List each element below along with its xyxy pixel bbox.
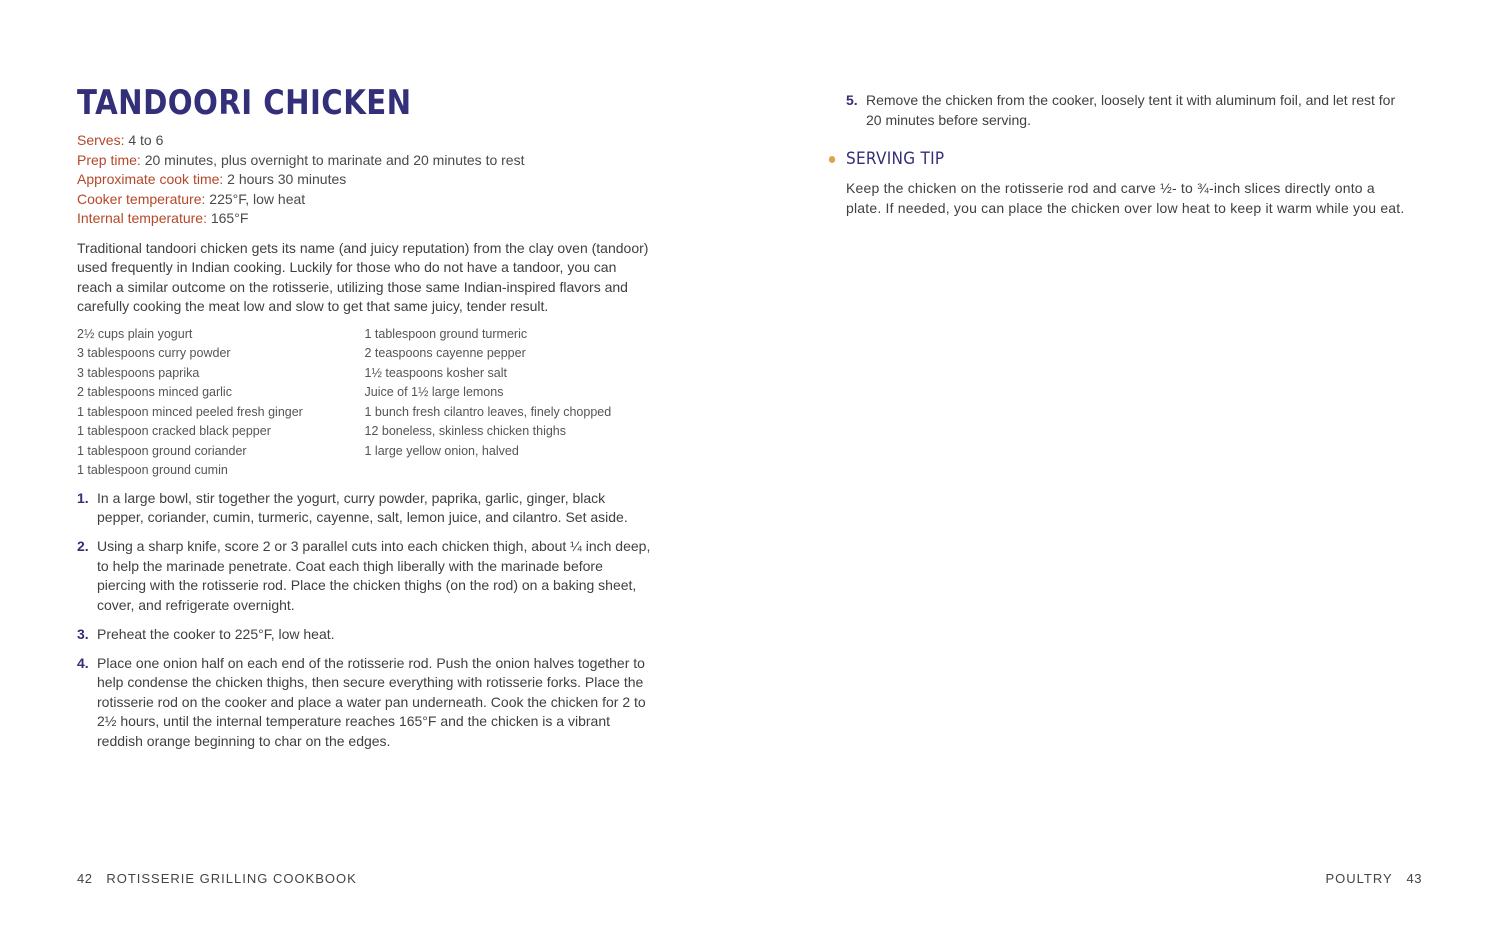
step-text: Place one onion half on each end of the rotisserie rod. Push the onion halves together to help condense the chicken thighs, then secure everything with rotisserie forks. Place the rotisserie rod on the cooker and place a water pan underneath. Cook the chicken for 2 to 2½ hours, until the internal temperature reaches 165°F and the chicken is a vibrant reddish orange beginning to char on the edges. [97, 654, 646, 749]
bullet-icon [829, 156, 835, 163]
ingredient-item: 12 boneless, skinless chicken thighs [364, 424, 567, 438]
ingredient-item: 1 tablespoon ground coriander [77, 443, 247, 458]
step-number: 5. [846, 92, 858, 108]
meta-value: 4 to 6 [124, 132, 164, 148]
instruction-step [77, 654, 652, 752]
ingredient-item: 1 tablespoon ground cumin [77, 463, 228, 477]
meta-label: Prep time: [77, 151, 141, 168]
step-text: Using a sharp knife, score 2 or 3 parallel cuts into each chicken thigh, about ¼ inch deep, to help the marinade penetrate. Coat each thigh liberally with the marinade before piercing with the rotisserie rod. Place the chicken thighs (on the rod) on a baking sheet, cover, and refrigerate overnight. [97, 538, 651, 613]
meta-cook-time [77, 170, 652, 190]
instruction-step [846, 91, 1406, 130]
recipe-meta [77, 131, 652, 229]
meta-prep-time [77, 151, 652, 171]
ingredient-item: Juice of 1½ large lemons [364, 385, 504, 399]
ingredient-item: 1 tablespoon minced peeled fresh ginger [77, 404, 303, 419]
step-text: In a large bowl, stir together the yogurt, curry powder, paprika, garlic, ginger, black pepper, coriander, cumin, turmeric, cayenne, salt, lemon juice, and cilantro. Set aside. [97, 489, 628, 525]
footer-left [77, 871, 357, 886]
meta-cooker-temperature [77, 190, 652, 210]
meta-serves [77, 131, 652, 151]
meta-value: 2 hours 30 minutes [223, 171, 347, 187]
serving-tip-title: SERVING TIP [846, 149, 945, 169]
recipe-title: TANDOORI CHICKEN [77, 83, 412, 123]
step-number: 3. [77, 625, 89, 642]
ingredient-item: 1½ teaspoons kosher salt [364, 365, 507, 380]
running-head: POULTRY [1325, 871, 1393, 886]
instruction-step [77, 489, 652, 528]
meta-label: Approximate cook time: [77, 171, 224, 187]
serving-tip-heading [846, 147, 1350, 171]
step-text: Remove the chicken from the cooker, loosely tent it with aluminum foil, and let rest for 20 minutes before serving. [866, 92, 1396, 128]
page-number: 42 [77, 871, 93, 886]
ingredient-item: 3 tablespoons paprika [77, 365, 200, 380]
serving-tip-text: Keep the chicken on the rotisserie rod and carve ½- to ¾-inch slices directly onto a plate. If needed, you can place the chicken over low heat to keep it warm while you eat. [846, 180, 1405, 216]
ingredients-column-left [77, 325, 365, 481]
ingredient-item: 2 tablespoons minced garlic [77, 385, 232, 399]
ingredient-item: 2 teaspoons cayenne pepper [364, 346, 526, 360]
intro-paragraph: Traditional tandoori chicken gets its name (and juicy reputation) from the clay oven (tandoor) used frequently in Indian cooking. Luckily for those who do not have a tandoor, you can reach a similar outcome on the rotisserie, utilizing those same Indian-inspired flavors and carefully cooking the meat low and slow to get that same juicy, tender result. [77, 239, 649, 314]
page-number: 43 [1406, 871, 1422, 886]
ingredient-item: 3 tablespoons curry powder [77, 346, 231, 360]
meta-value: 20 minutes, plus overnight to marinate and 20 minutes to rest [140, 151, 525, 168]
right-page [846, 91, 1406, 218]
meta-label: Internal temperature: [77, 210, 207, 226]
step-number: 4. [77, 654, 89, 671]
step-number: 1. [77, 489, 89, 506]
ingredient-item: 2½ cups plain yogurt [77, 326, 193, 341]
step-text: Preheat the cooker to 225°F, low heat. [97, 625, 335, 642]
instruction-step [77, 625, 652, 645]
ingredient-item: 1 bunch fresh cilantro leaves, finely chopped [364, 404, 612, 419]
meta-value: 165°F [206, 210, 249, 226]
running-head: ROTISSERIE GRILLING COOKBOOK [106, 871, 357, 886]
left-page [77, 80, 652, 761]
meta-label: Cooker temperature: [77, 190, 206, 207]
step-number: 2. [77, 538, 89, 554]
meta-internal-temperature [77, 209, 652, 229]
ingredient-item: 1 tablespoon ground turmeric [364, 326, 528, 341]
instruction-step [77, 537, 652, 615]
meta-label: Serves: [77, 132, 125, 148]
ingredient-item: 1 large yellow onion, halved [364, 443, 519, 458]
meta-value: 225°F, low heat [205, 190, 306, 207]
ingredients-list [77, 325, 652, 481]
ingredient-item: 1 tablespoon cracked black pepper [77, 424, 271, 438]
ingredients-column-right [365, 325, 653, 481]
footer-right [1325, 871, 1422, 886]
instructions-list [77, 489, 652, 752]
